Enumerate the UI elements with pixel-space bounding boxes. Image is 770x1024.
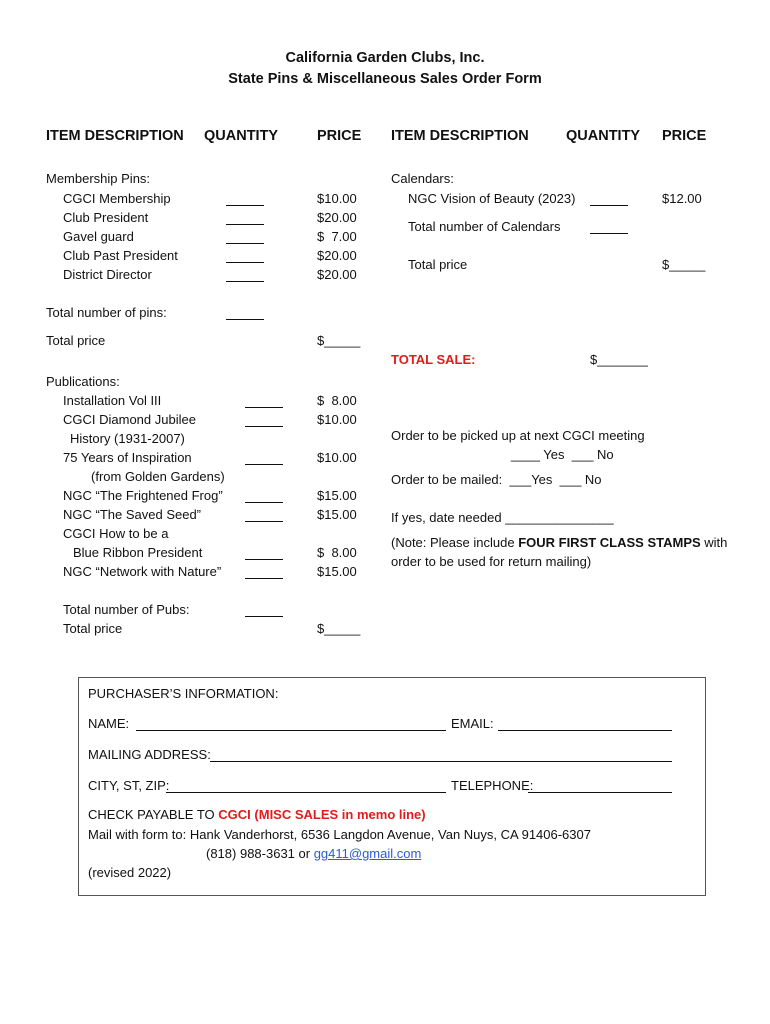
pub-item-label: History (1931-2007) xyxy=(70,431,185,446)
pub-item-label: (from Golden Gardens) xyxy=(91,469,225,484)
pin-item-label: CGCI Membership xyxy=(63,191,171,206)
pin-item-price: $20.00 xyxy=(317,210,357,225)
pins-total-price-field[interactable]: $_____ xyxy=(317,333,361,348)
email-field[interactable] xyxy=(498,718,672,731)
pub-item-price: $ 8.00 xyxy=(317,393,357,408)
calendar-item-price: $12.00 xyxy=(662,191,702,206)
pin-item-price: $20.00 xyxy=(317,248,357,263)
publications-heading: Publications: xyxy=(46,374,120,389)
pub-qty-field[interactable] xyxy=(245,490,283,503)
pub-item-price: $15.00 xyxy=(317,488,357,503)
pub-item-price: $10.00 xyxy=(317,412,357,427)
stamps-note-text-end: with xyxy=(700,535,728,550)
pins-total-number-field[interactable] xyxy=(226,307,264,320)
pickup-options[interactable]: ____ Yes ___ No xyxy=(511,447,614,462)
address-field[interactable] xyxy=(210,749,672,762)
pub-qty-field[interactable] xyxy=(245,395,283,408)
pin-qty-field[interactable] xyxy=(226,212,264,225)
pub-item-label: Installation Vol III xyxy=(63,393,162,408)
pin-item-price: $20.00 xyxy=(317,267,357,282)
calendars-total-number-label: Total number of Calendars xyxy=(408,219,561,234)
pub-item-label: CGCI Diamond Jubilee xyxy=(63,412,196,427)
stamps-note-text: (Note: Please include xyxy=(391,535,519,550)
pub-item-price: $15.00 xyxy=(317,564,357,579)
address-label: MAILING ADDRESS: xyxy=(88,747,211,762)
pub-item-label: 75 Years of Inspiration xyxy=(63,450,192,465)
calendars-total-price-label: Total price xyxy=(408,257,468,272)
calendars-total-price-field[interactable]: $_____ xyxy=(662,257,706,272)
revised-note: (revised 2022) xyxy=(88,865,172,880)
pub-item-label: NGC “The Frightened Frog” xyxy=(63,488,223,503)
total-sale-label: TOTAL SALE: xyxy=(391,352,476,367)
pin-item-label: Gavel guard xyxy=(63,229,134,244)
phone-email-line xyxy=(206,846,421,861)
pubs-total-price-label: Total price xyxy=(63,621,123,636)
col-header-price-right: PRICE xyxy=(662,128,707,144)
pins-heading: Membership Pins: xyxy=(46,171,151,186)
calendar-item-label: NGC Vision of Beauty (2023) xyxy=(408,191,576,206)
calendars-heading: Calendars: xyxy=(391,171,454,186)
pub-qty-field[interactable] xyxy=(245,452,283,465)
pub-qty-field[interactable] xyxy=(245,509,283,522)
pubs-total-price-field[interactable]: $_____ xyxy=(317,621,361,636)
pin-item-label: District Director xyxy=(63,267,152,282)
pub-qty-field[interactable] xyxy=(245,547,283,560)
pubs-total-number-label: Total number of Pubs: xyxy=(63,602,190,617)
pin-qty-field[interactable] xyxy=(226,250,264,263)
pin-item-price: $ 7.00 xyxy=(317,229,357,244)
telephone-label: TELEPHONE: xyxy=(451,778,534,793)
pub-item-label: CGCI How to be a xyxy=(63,526,169,541)
check-payable-line xyxy=(88,807,426,822)
date-needed-field[interactable]: If yes, date needed _______________ xyxy=(391,510,614,525)
pickup-label: Order to be picked up at next CGCI meeting xyxy=(391,428,645,443)
stamps-note-line1 xyxy=(391,535,727,550)
pub-item-price: $ 8.00 xyxy=(317,545,357,560)
check-payable-prefix: CHECK PAYABLE TO xyxy=(88,807,219,822)
pub-item-price: $15.00 xyxy=(317,507,357,522)
pub-qty-field[interactable] xyxy=(245,414,283,427)
stamps-note-line2: order to be used for return mailing) xyxy=(391,554,592,569)
pins-total-price-label: Total price xyxy=(46,333,106,348)
pub-qty-field[interactable] xyxy=(245,566,283,579)
pin-item-price: $10.00 xyxy=(317,191,357,206)
pub-item-label: NGC “The Saved Seed” xyxy=(63,507,202,522)
city-label: CITY, ST, ZIP: xyxy=(88,778,170,793)
email-link[interactable]: gg411@gmail.com xyxy=(313,846,422,861)
calendars-total-number-field[interactable] xyxy=(590,221,628,234)
col-header-qty-left: QUANTITY xyxy=(204,128,279,144)
city-field[interactable] xyxy=(166,780,446,793)
col-header-item-right: ITEM DESCRIPTION xyxy=(391,128,529,144)
col-header-price-left: PRICE xyxy=(317,128,362,144)
telephone-field[interactable] xyxy=(528,780,672,793)
mail-with-form-line: Mail with form to: Hank Vanderhorst, 6536 Langdon Avenue, Van Nuys, CA 91406-6307 xyxy=(88,827,591,842)
col-header-qty-right: QUANTITY xyxy=(566,128,641,144)
email-label: EMAIL: xyxy=(451,716,494,731)
pin-qty-field[interactable] xyxy=(226,269,264,282)
pub-item-label: NGC “Network with Nature” xyxy=(63,564,222,579)
name-field[interactable] xyxy=(136,718,446,731)
pubs-total-number-field[interactable] xyxy=(245,604,283,617)
pin-qty-field[interactable] xyxy=(226,231,264,244)
pin-item-label: Club Past President xyxy=(63,248,178,263)
pin-item-label: Club President xyxy=(63,210,149,225)
mailed-options[interactable]: Order to be mailed: ___Yes ___ No xyxy=(391,472,602,487)
purchaser-heading: PURCHASER’S INFORMATION: xyxy=(88,686,279,701)
pins-total-number-label: Total number of pins: xyxy=(46,305,167,320)
form-title-line2: State Pins & Miscellaneous Sales Order Form xyxy=(228,71,542,87)
phone-text: (818) 988-3631 or xyxy=(206,846,314,861)
calendar-qty-field[interactable] xyxy=(590,193,628,206)
pub-item-label: Blue Ribbon President xyxy=(73,545,203,560)
col-header-item-left: ITEM DESCRIPTION xyxy=(46,128,184,144)
check-payable-red: CGCI (MISC SALES in memo line) xyxy=(218,807,426,822)
pub-item-price: $10.00 xyxy=(317,450,357,465)
form-title-line1: California Garden Clubs, Inc. xyxy=(285,50,485,66)
pin-qty-field[interactable] xyxy=(226,193,264,206)
name-label: NAME: xyxy=(88,716,130,731)
stamps-note-bold: FOUR FIRST CLASS STAMPS xyxy=(518,535,701,550)
total-sale-field[interactable]: $_______ xyxy=(590,352,648,367)
